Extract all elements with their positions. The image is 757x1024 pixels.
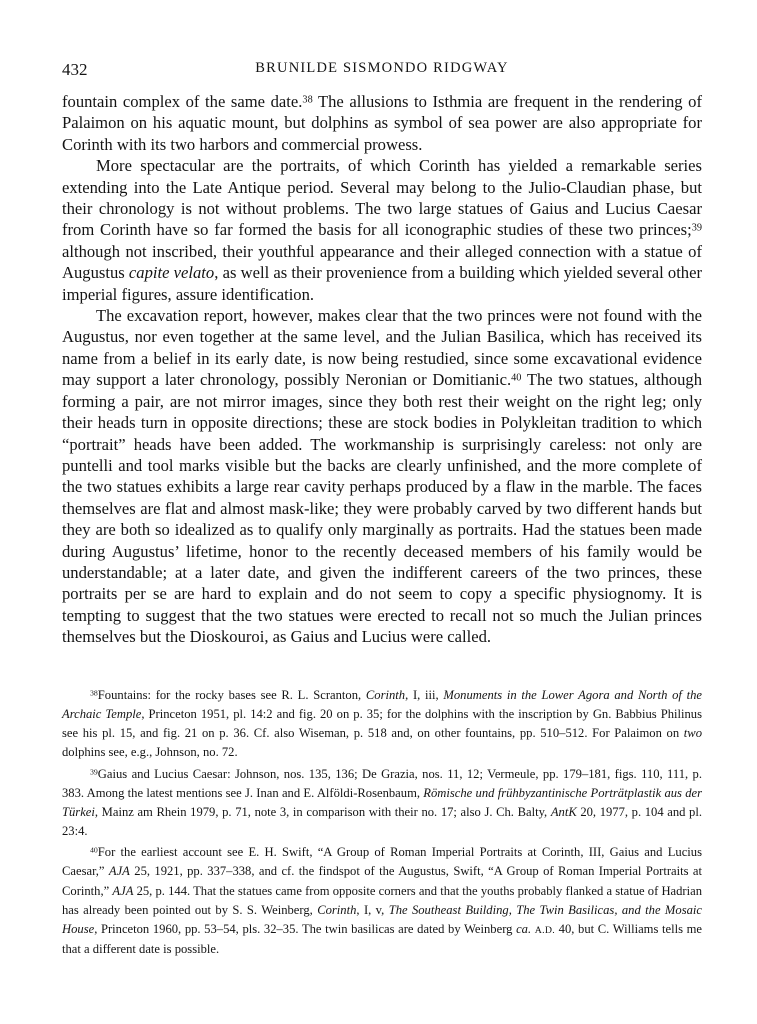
paragraph-1: fountain complex of the same date.$^{38}$ The allusions to Isthmia are frequent in the rendering of Palaimon on his aquatic mount, but dolphins as symbol of sea power are also appropriate for Corinth with its two harbors and commercial prowess. xyxy=(62,92,702,154)
footnote-ref-38[interactable]: 38 xyxy=(302,94,313,106)
body-text xyxy=(62,91,702,648)
running-head: BRUNILDE SISMONDO RIDGWAY xyxy=(255,60,509,76)
page-header xyxy=(62,60,702,82)
footnote-40: $^{40}$For the earliest account see E. H. Swift, “A Group of Roman Imperial Portraits at Corinth, III, Gaius and Lucius Caesar,” AJA 25, 1921, pp. 337–338, and cf. the findspot of the Augustus, Swift, “A Group of Roman Imperial Portraits at Corinth,” AJA 25, p. 144. That the statues came from opposite corners and that the youths probably flanked a statue of Hadrian has already been pointed out by S. S. Weinberg, Corinth, I, v, The Southeast Building, The Twin Basilicas, and the Mosaic House, Princeton 1960, pp. 53–54, pls. 32–35. The twin basilicas are dated by Weinberg ca. A.D. 40, but C. Williams tells me that a different date is possible. xyxy=(62,845,703,956)
footnote-number: 40 xyxy=(90,845,98,855)
footnote-38: $^{38}$Fountains: for the rocky bases see R. L. Scranton, Corinth, I, iii, Monuments in the Lower Agora and North of the Archaic Temple, Princeton 1951, pl. 14:2 and fig. 20 on p. 35; for the dolphins with the inscription by Gn. Babbius Philinus see his pl. 15, and fig. 21 on p. 36. Cf. also Wiseman, p. 518 and, on other fountains, pp. 510–512. For Palaimon on two dolphins see, e.g., Johnson, no. 72. xyxy=(62,688,702,760)
page-number: 432 xyxy=(62,60,88,79)
footnote-number: 39 xyxy=(90,767,98,777)
footnote-ref-39[interactable]: 39 xyxy=(691,222,702,234)
paragraph-3: The excavation report, however, makes clear that the two princes were not found with the Augustus, nor even together at the same level, and the Julian Basilica, which has received its name from a belief in its early date, is now being restudied, since some excavational evidence may support a later chronology, possibly Neronian or Domitianic.$^{40}$ The two statues, although forming a pair, are not mirror images, since they both rest their weight on the right leg; only their heads turn in opposite directions; these are stock bodies in Polykleitan tradition to which “portrait” heads have been added. The workmanship is surprisingly careless: not only are puntelli and tool marks visible but the backs are clearly unfinished, and the more complete of the two statues exhibits a large rear cavity perhaps produced by a flaw in the marble. The faces themselves are flat and almost mask-like; they were probably carved by two different hands but they are both so idealized as to qualify only marginally as portraits. Had the statues been made during Augustus’ lifetime, honor to the recently deceased members of his family would be understandable; at a later date, and given the indifferent careers of the two princes, these portraits per se are hard to explain and do not seem to copy a specific physiognomy. It is tempting to suggest that the two statues were erected to recall not so much the Julian princes themselves but the Dioskouroi, as Gaius and Lucius were called. xyxy=(62,306,702,647)
footnote-ref-40[interactable]: 40 xyxy=(511,372,522,384)
footnote-39: $^{39}$Gaius and Lucius Caesar: Johnson, nos. 135, 136; De Grazia, nos. 11, 12; Vermeule, pp. 179–181, figs. 110, 111, p. 383. Among the latest mentions see J. Inan and E. Alföldi-Rosenbaum, Römische und frühbyzantinische Porträtplastik aus der Türkei, Mainz am Rhein 1979, p. 71, note 3, in comparison with their no. 17; also J. Ch. Balty, AntK 20, 1977, p. 104 and pl. 23:4. xyxy=(62,766,703,838)
footnote-number: 38 xyxy=(90,688,98,698)
paragraph-2: More spectacular are the portraits, of which Corinth has yielded a remarkable series extending into the Late Antique period. Several may belong to the Julio-Claudian phase, but their chronology is not without problems. The two large statues of Gaius and Lucius Caesar from Corinth have so far formed the basis for all iconographic studies of these two princes;$^{39}$ although not inscribed, their youthful appearance and their alleged connection with a statue of Augustus capite velato, as well as their provenience from a building which yielded several other imperial figures, assure identification. xyxy=(62,156,702,304)
footnotes xyxy=(62,686,702,961)
